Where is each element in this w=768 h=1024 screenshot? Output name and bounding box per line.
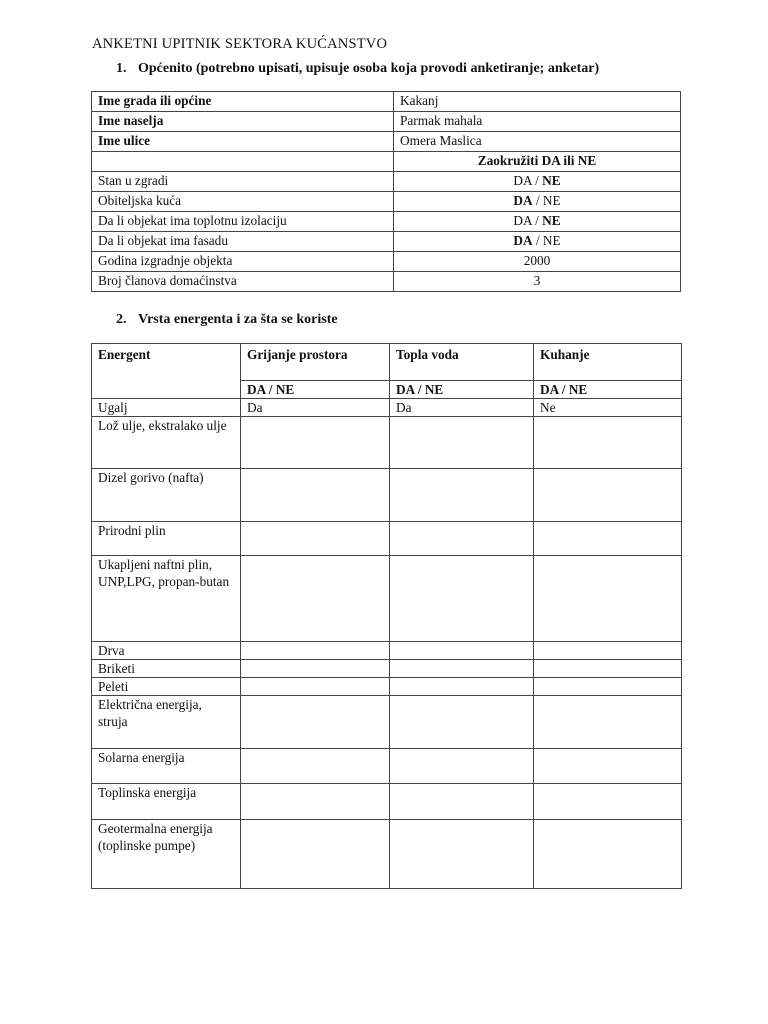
row-label: Ime ulice bbox=[92, 132, 394, 152]
section1-heading-text: Općenito (potrebno upisati, upisuje osoba koja provodi anketiranje; anketar) bbox=[138, 61, 600, 76]
topla-voda-cell[interactable] bbox=[390, 696, 534, 749]
separator: / bbox=[532, 193, 543, 208]
row-label: Stan u zgradi bbox=[92, 172, 394, 192]
row-label: Da li objekat ima toplotnu izolaciju bbox=[92, 212, 394, 232]
energent-name: Električna energija, struja bbox=[92, 696, 241, 749]
table-row bbox=[92, 212, 681, 232]
table-row bbox=[92, 749, 682, 784]
subheader-da-ne: DA / NE bbox=[534, 381, 682, 399]
separator: / bbox=[532, 233, 543, 248]
table-row bbox=[92, 192, 681, 212]
topla-voda-cell[interactable] bbox=[390, 417, 534, 469]
section1-number: 1. bbox=[116, 61, 127, 76]
yes-option-selected[interactable]: DA bbox=[513, 233, 533, 248]
grijanje-cell[interactable] bbox=[241, 696, 390, 749]
kuhanje-cell[interactable]: Ne bbox=[534, 399, 682, 417]
kuhanje-cell[interactable] bbox=[534, 469, 682, 522]
grijanje-cell[interactable] bbox=[241, 678, 390, 696]
grijanje-cell[interactable] bbox=[241, 522, 390, 556]
energent-name: Drva bbox=[92, 642, 241, 660]
table-row bbox=[92, 172, 681, 192]
energent-name: Solarna energija bbox=[92, 749, 241, 784]
energent-name: Ukapljeni naftni plin, UNP,LPG, propan-butan bbox=[92, 556, 241, 642]
table-row bbox=[92, 152, 681, 172]
table-row bbox=[92, 556, 682, 642]
energent-name: Lož ulje, ekstralako ulje bbox=[92, 417, 241, 469]
row-value[interactable]: 2000 bbox=[394, 252, 681, 272]
grijanje-cell[interactable] bbox=[241, 660, 390, 678]
table-row bbox=[92, 469, 682, 522]
grijanje-cell[interactable] bbox=[241, 469, 390, 522]
document-title: ANKETNI UPITNIK SEKTORA KUĆANSTVO bbox=[92, 36, 388, 52]
kuhanje-cell[interactable] bbox=[534, 556, 682, 642]
energent-name: Briketi bbox=[92, 660, 241, 678]
topla-voda-cell[interactable] bbox=[390, 556, 534, 642]
table-row bbox=[92, 417, 682, 469]
table-row bbox=[92, 678, 682, 696]
yes-no-choice[interactable] bbox=[394, 172, 681, 192]
no-option[interactable]: NE bbox=[542, 233, 561, 248]
no-option-selected[interactable]: NE bbox=[542, 173, 561, 188]
header-row bbox=[92, 344, 682, 381]
table-row bbox=[92, 272, 681, 292]
yes-no-choice[interactable] bbox=[394, 192, 681, 212]
section1-heading bbox=[116, 61, 599, 77]
topla-voda-cell[interactable] bbox=[390, 469, 534, 522]
topla-voda-cell[interactable] bbox=[390, 642, 534, 660]
topla-voda-cell[interactable] bbox=[390, 749, 534, 784]
grijanje-cell[interactable] bbox=[241, 556, 390, 642]
table-row bbox=[92, 784, 682, 820]
kuhanje-cell[interactable] bbox=[534, 696, 682, 749]
no-option-selected[interactable]: NE bbox=[542, 213, 561, 228]
row-label: Ime naselja bbox=[92, 112, 394, 132]
section2-heading-text: Vrsta energenta i za šta se koriste bbox=[138, 312, 338, 327]
topla-voda-cell[interactable] bbox=[390, 678, 534, 696]
energy-sources-table bbox=[91, 343, 682, 889]
energent-name: Geotermalna energija (toplinske pumpe) bbox=[92, 820, 241, 889]
row-label: Broj članova domaćinstva bbox=[92, 272, 394, 292]
topla-voda-cell[interactable] bbox=[390, 522, 534, 556]
section2-heading bbox=[116, 312, 338, 328]
table-row bbox=[92, 252, 681, 272]
row-value[interactable]: 3 bbox=[394, 272, 681, 292]
kuhanje-cell[interactable] bbox=[534, 784, 682, 820]
topla-voda-cell[interactable] bbox=[390, 660, 534, 678]
energent-name: Prirodni plin bbox=[92, 522, 241, 556]
energent-name: Peleti bbox=[92, 678, 241, 696]
row-value[interactable]: Parmak mahala bbox=[394, 112, 681, 132]
table-row bbox=[92, 522, 682, 556]
subheader-da-ne: DA / NE bbox=[390, 381, 534, 399]
table-row bbox=[92, 232, 681, 252]
column-header-grijanje: Grijanje prostora bbox=[241, 344, 390, 381]
energent-name: Dizel gorivo (nafta) bbox=[92, 469, 241, 522]
table-row bbox=[92, 112, 681, 132]
topla-voda-cell[interactable]: Da bbox=[390, 399, 534, 417]
topla-voda-cell[interactable] bbox=[390, 820, 534, 889]
table-row bbox=[92, 696, 682, 749]
energent-name: Ugalj bbox=[92, 399, 241, 417]
grijanje-cell[interactable] bbox=[241, 417, 390, 469]
kuhanje-cell[interactable] bbox=[534, 417, 682, 469]
column-header-energent: Energent bbox=[92, 344, 241, 399]
kuhanje-cell[interactable] bbox=[534, 660, 682, 678]
row-label: Obiteljska kuća bbox=[92, 192, 394, 212]
circle-instruction: Zaokružiti DA ili NE bbox=[394, 152, 681, 172]
no-option[interactable]: NE bbox=[542, 193, 561, 208]
kuhanje-cell[interactable] bbox=[534, 522, 682, 556]
column-header-kuhanje: Kuhanje bbox=[534, 344, 682, 381]
yes-no-choice[interactable] bbox=[394, 232, 681, 252]
grijanje-cell[interactable] bbox=[241, 749, 390, 784]
row-value[interactable]: Kakanj bbox=[394, 92, 681, 112]
general-info-table bbox=[91, 91, 681, 292]
table-row bbox=[92, 642, 682, 660]
table-row bbox=[92, 399, 682, 417]
table-row bbox=[92, 132, 681, 152]
energent-name: Toplinska energija bbox=[92, 784, 241, 820]
yes-option[interactable]: DA bbox=[513, 173, 532, 188]
grijanje-cell[interactable] bbox=[241, 820, 390, 889]
section2-number: 2. bbox=[116, 312, 127, 327]
subheader-da-ne: DA / NE bbox=[241, 381, 390, 399]
kuhanje-cell[interactable] bbox=[534, 820, 682, 889]
kuhanje-cell[interactable] bbox=[534, 642, 682, 660]
row-label: Godina izgradnje objekta bbox=[92, 252, 394, 272]
separator: / bbox=[531, 213, 543, 228]
row-label: Ime grada ili općine bbox=[92, 92, 394, 112]
row-value[interactable]: Omera Maslica bbox=[394, 132, 681, 152]
separator: / bbox=[531, 173, 543, 188]
topla-voda-cell[interactable] bbox=[390, 784, 534, 820]
grijanje-cell[interactable] bbox=[241, 784, 390, 820]
empty-cell bbox=[92, 152, 394, 172]
kuhanje-cell[interactable] bbox=[534, 678, 682, 696]
column-header-topla-voda: Topla voda bbox=[390, 344, 534, 381]
grijanje-cell[interactable]: Da bbox=[241, 399, 390, 417]
yes-option[interactable]: DA bbox=[513, 213, 532, 228]
yes-option-selected[interactable]: DA bbox=[513, 193, 533, 208]
table-row bbox=[92, 660, 682, 678]
grijanje-cell[interactable] bbox=[241, 642, 390, 660]
row-label: Da li objekat ima fasadu bbox=[92, 232, 394, 252]
table-row bbox=[92, 92, 681, 112]
table-row bbox=[92, 820, 682, 889]
yes-no-choice[interactable] bbox=[394, 212, 681, 232]
kuhanje-cell[interactable] bbox=[534, 749, 682, 784]
